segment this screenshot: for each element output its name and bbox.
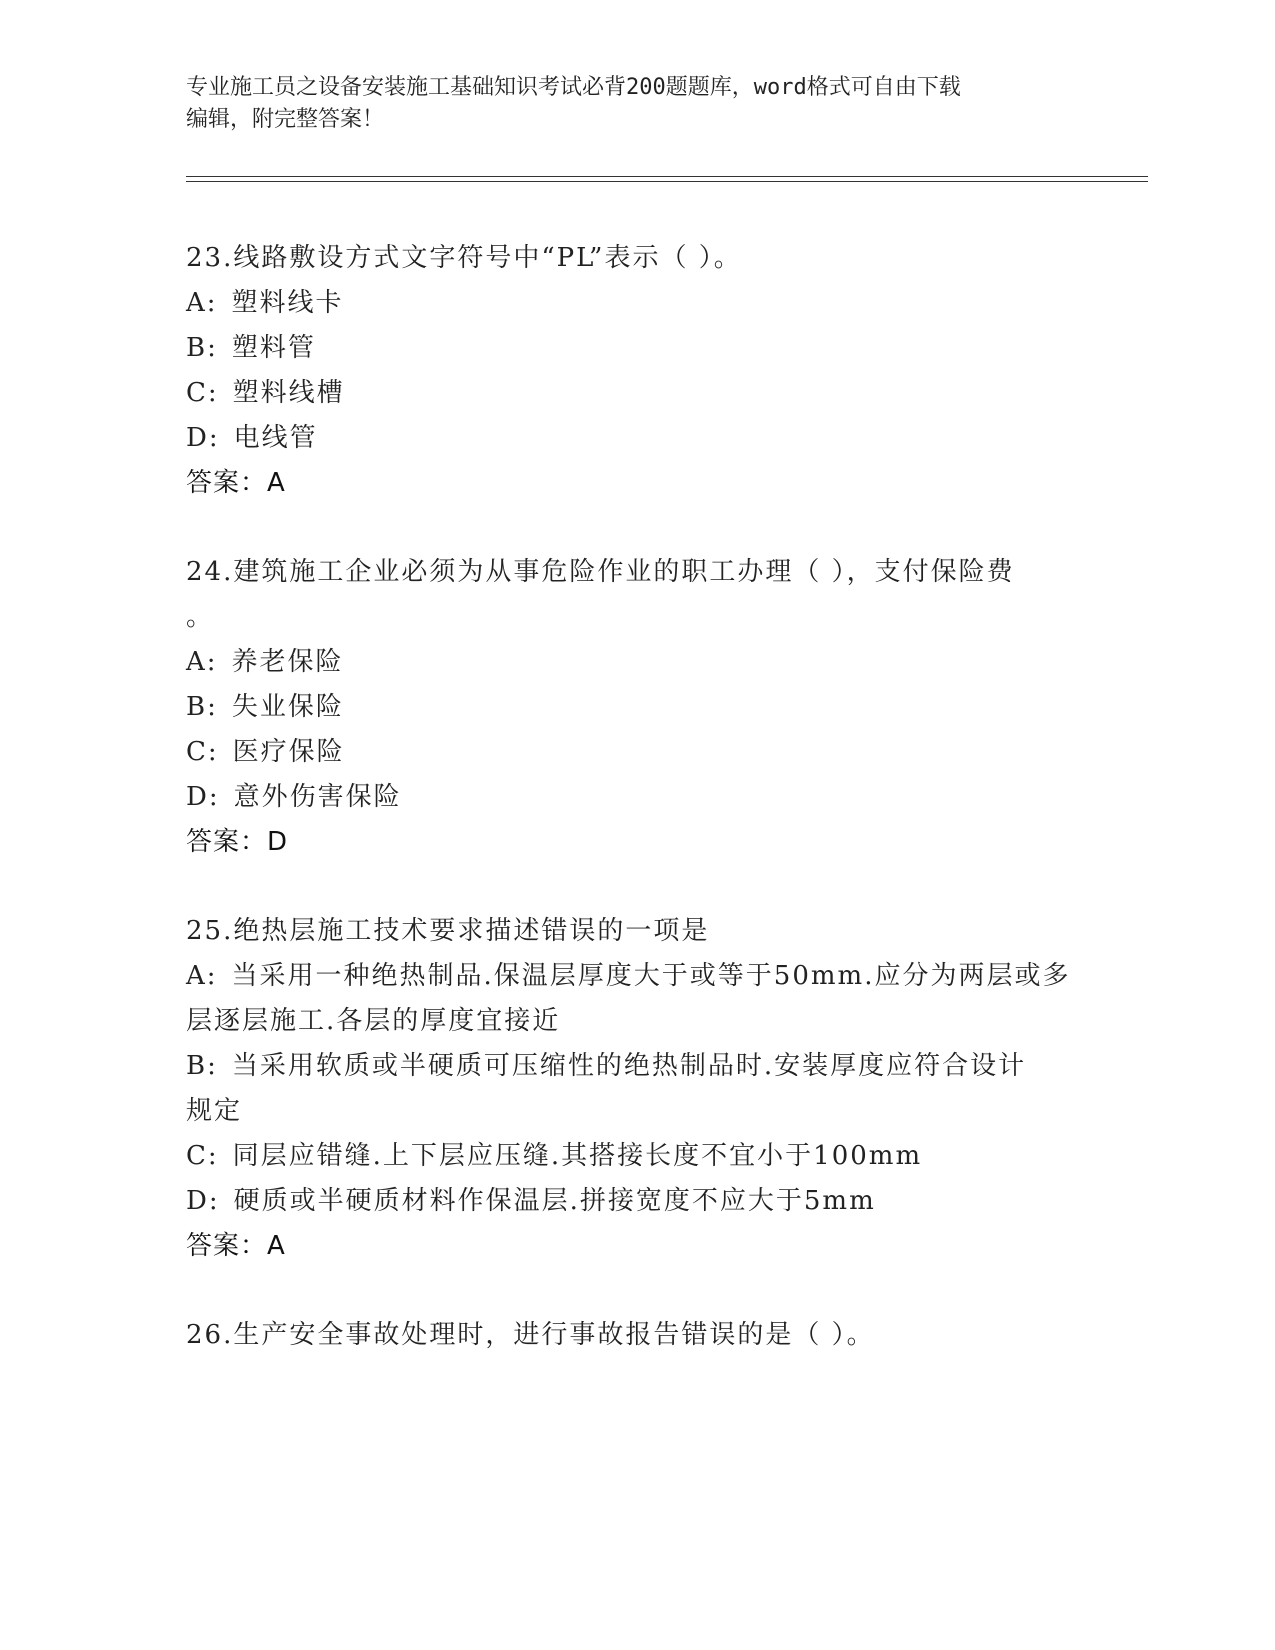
option-text: 当采用一种绝热制品.保温层厚度大于或等于50mm.应分为两层或多 (231, 961, 1071, 991)
option-b (186, 326, 1086, 371)
question-24 (186, 550, 1086, 865)
question-26 (186, 1313, 1086, 1358)
header-line-2: 编辑，附完整答案！ (186, 107, 385, 132)
option-label: D: (186, 782, 220, 812)
option-c (186, 730, 1086, 775)
option-label: D: (186, 1186, 220, 1216)
option-b (186, 685, 1086, 730)
option-text: 医疗保险 (232, 737, 345, 767)
answer-line: 答案：D (186, 827, 289, 857)
header-rule-top (186, 176, 1148, 177)
option-label: A: (186, 647, 218, 677)
option-text: 塑料线槽 (232, 378, 345, 408)
option-c (186, 1134, 1086, 1179)
option-a (186, 281, 1086, 326)
option-a (186, 640, 1086, 685)
option-text: 意外伤害保险 (233, 782, 402, 812)
option-label: D: (186, 423, 220, 453)
option-a-continuation: 层逐层施工.各层的厚度宜接近 (186, 1006, 561, 1036)
option-text: 养老保险 (231, 647, 344, 677)
option-label: B: (186, 1051, 218, 1081)
option-b-continuation: 规定 (186, 1096, 243, 1126)
question-list (186, 236, 1086, 1402)
option-label: B: (186, 692, 218, 722)
header-rule-bottom (186, 181, 1148, 182)
option-d (186, 1179, 1086, 1224)
question-23 (186, 236, 1086, 506)
option-text: 硬质或半硬质材料作保温层.拼接宽度不应大于5mm (233, 1186, 876, 1216)
option-label: A: (186, 288, 218, 318)
question-stem: 26.生产安全事故处理时，进行事故报告错误的是（ ）。 (186, 1320, 875, 1350)
option-text: 塑料管 (231, 333, 316, 363)
question-stem: 23.线路敷设方式文字符号中“PL”表示（ ）。 (186, 243, 742, 273)
question-stem-continuation: 。 (186, 602, 215, 632)
option-label: A: (186, 961, 218, 991)
option-label: B: (186, 333, 218, 363)
question-25 (186, 909, 1086, 1269)
answer-line: 答案：A (186, 1231, 286, 1261)
option-text: 失业保险 (231, 692, 344, 722)
option-text: 同层应错缝.上下层应压缝.其搭接长度不宜小于100mm (232, 1141, 923, 1171)
option-d (186, 775, 1086, 820)
option-text: 电线管 (233, 423, 318, 453)
option-text: 当采用软质或半硬质可压缩性的绝热制品时.安装厚度应符合设计 (231, 1051, 1027, 1081)
answer-line: 答案：A (186, 468, 286, 498)
question-stem: 25.绝热层施工技术要求描述错误的一项是 (186, 916, 710, 946)
option-label: C: (186, 1141, 219, 1171)
option-label: C: (186, 378, 219, 408)
option-text: 塑料线卡 (231, 288, 344, 318)
option-c (186, 371, 1086, 416)
option-label: C: (186, 737, 219, 767)
header-line-1: 专业施工员之设备安装施工基础知识考试必背200题题库，word格式可自由下载 (186, 75, 961, 100)
option-b (186, 1044, 1086, 1089)
document-header (186, 72, 1066, 136)
option-a (186, 954, 1086, 999)
option-d (186, 416, 1086, 461)
question-stem: 24.建筑施工企业必须为从事危险作业的职工办理（ ），支付保险费 (186, 557, 1015, 587)
